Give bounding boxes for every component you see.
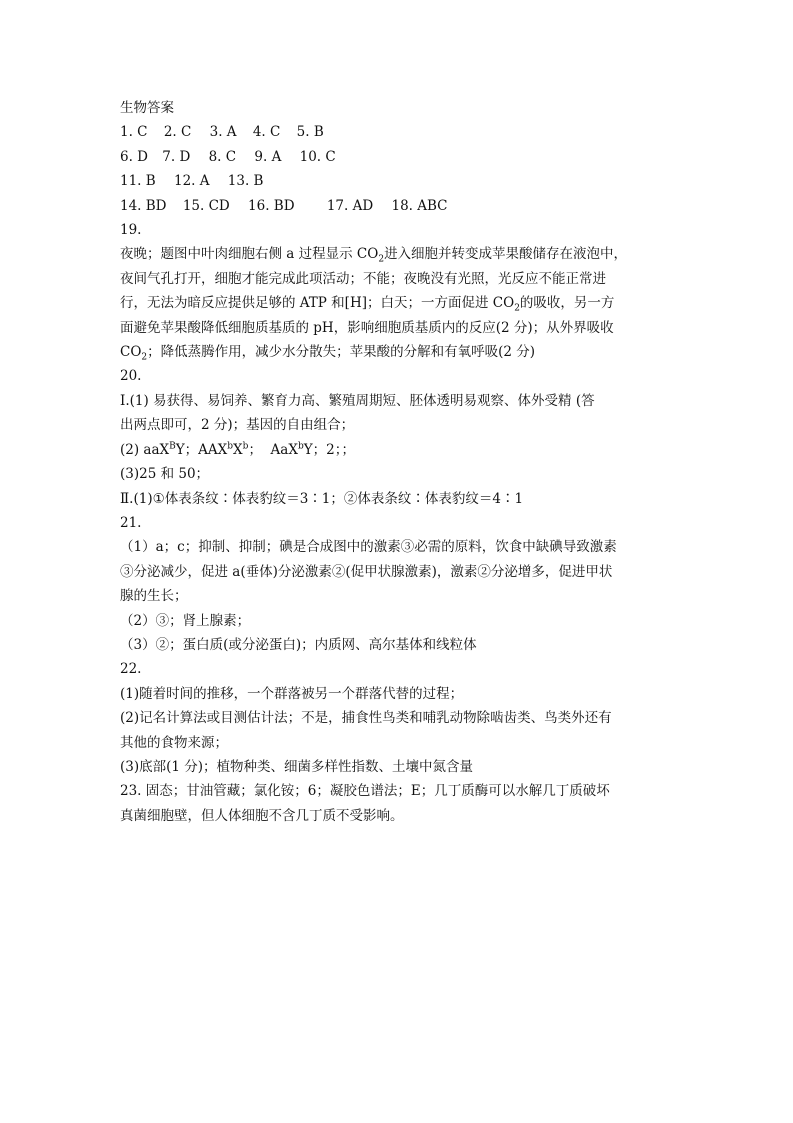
choice-answer: 6. D [120, 148, 148, 165]
choice-answer: 8. C [208, 148, 237, 165]
choice-answer: 14. BD [120, 197, 167, 214]
choice-answer: 16. BD [248, 197, 295, 214]
choice-answer: 1. C [120, 124, 148, 141]
q23-line: 23. 固态；甘油管藏；氯化铵；6；凝胶色谱法；E；几丁质酶可以水解几丁质破坏 [120, 783, 610, 800]
choice-row-1 [120, 120, 695, 144]
choice-answer: 10. C [299, 148, 336, 165]
q20-line: 出两点即可，2 分)；基因的自由组合； [120, 417, 355, 434]
choice-answer: 2. C [163, 124, 192, 141]
q19-number: 19. [120, 222, 142, 239]
q19-line: $CO_2$；降低蒸腾作用，减少水分散失；苹果酸的分解和有氧呼吸(2 分) [120, 344, 536, 363]
q19-line: 行，无法为暗反应提供足够的 ATP 和[H]；白天；一方面促进 $CO_2$的吸收，另一方 [120, 295, 615, 314]
q21-line: （2）③；肾上腺素； [120, 612, 251, 629]
q21-line: ③分泌减少，促进 a(垂体)分泌激素②(促甲状腺激素)，激素②分泌增多，促进甲状 [120, 563, 613, 580]
q22-line: (2)记名计算法或目测估计法；不是，捕食性鸟类和哺乳动物除啮齿类、鸟类外还有 [120, 710, 612, 727]
q22-line: 其他的食物来源； [120, 734, 228, 751]
q21-line: （3）②；蛋白质(或分泌蛋白)；内质网、高尔基体和线粒体 [120, 636, 477, 653]
choice-answer: 5. B [296, 124, 324, 141]
choice-answer: 13. B [227, 173, 264, 190]
choice-row-2 [120, 145, 695, 169]
q22-line: (3)底部(1 分)；植物种类、细菌多样性指数、土壤中氮含量 [120, 758, 474, 775]
q21-number: 21. [120, 514, 142, 531]
choice-answer: 15. CD [182, 197, 230, 214]
q22-number: 22. [120, 661, 142, 678]
q21-line: （1）a；c；抑制、抑制；碘是合成图中的激素③必需的原料，饮食中缺碘导致激素 [120, 539, 617, 556]
choice-answer: 4. C [252, 124, 281, 141]
choice-row-4 [120, 194, 695, 218]
choice-answer: 17. AD [326, 197, 374, 214]
q20-line: (3)25 和 50； [120, 466, 210, 483]
choice-answer: 3. A [209, 124, 237, 141]
choice-row-3 [120, 169, 695, 193]
q19-line: 夜间气孔打开，细胞才能完成此项活动；不能；夜晚没有光照，光反应不能正常进 [120, 270, 606, 287]
q21-line: 腺的生长； [120, 588, 188, 605]
q20-number: 20. [120, 368, 142, 385]
choice-answer: 7. D [162, 148, 191, 165]
choice-answer: 12. A [173, 173, 210, 190]
q20-line: Ⅰ.(1) 易获得、易饲养、繁育力高、繁殖周期短、胚体透明易观察、体外受精 (答 [120, 392, 595, 409]
page-title: 生物答案 [120, 100, 174, 116]
answer-document [120, 96, 695, 828]
q19-line: 面避免苹果酸降低细胞质基质的 pH，影响细胞质基质内的反应(2 分)；从外界吸收 [120, 319, 614, 336]
choice-answer: 18. ABC [391, 197, 448, 214]
q20-line: Ⅱ.(1)①体表条纹∶体表豹纹＝3∶1；②体表条纹∶体表豹纹＝4∶1 [120, 490, 524, 507]
q19-line: 夜晚；题图中叶肉细胞右侧 a 过程显示 $CO_2$进入细胞并转变成苹果酸储存在液泡中， [120, 246, 628, 266]
choice-answer: 9. A [254, 148, 282, 165]
q23-line: 真菌细胞壁，但人体细胞不含几丁质不受影响。 [120, 807, 404, 824]
choice-answer: 11. B [120, 173, 156, 190]
q20-genotype-line: (2) aaX$^B$Y；$AAX^bX^b$； AaX$^b$Y；2；； [120, 441, 355, 458]
q22-line: (1)随着时间的推移，一个群落被另一个群落代替的过程； [120, 685, 464, 702]
